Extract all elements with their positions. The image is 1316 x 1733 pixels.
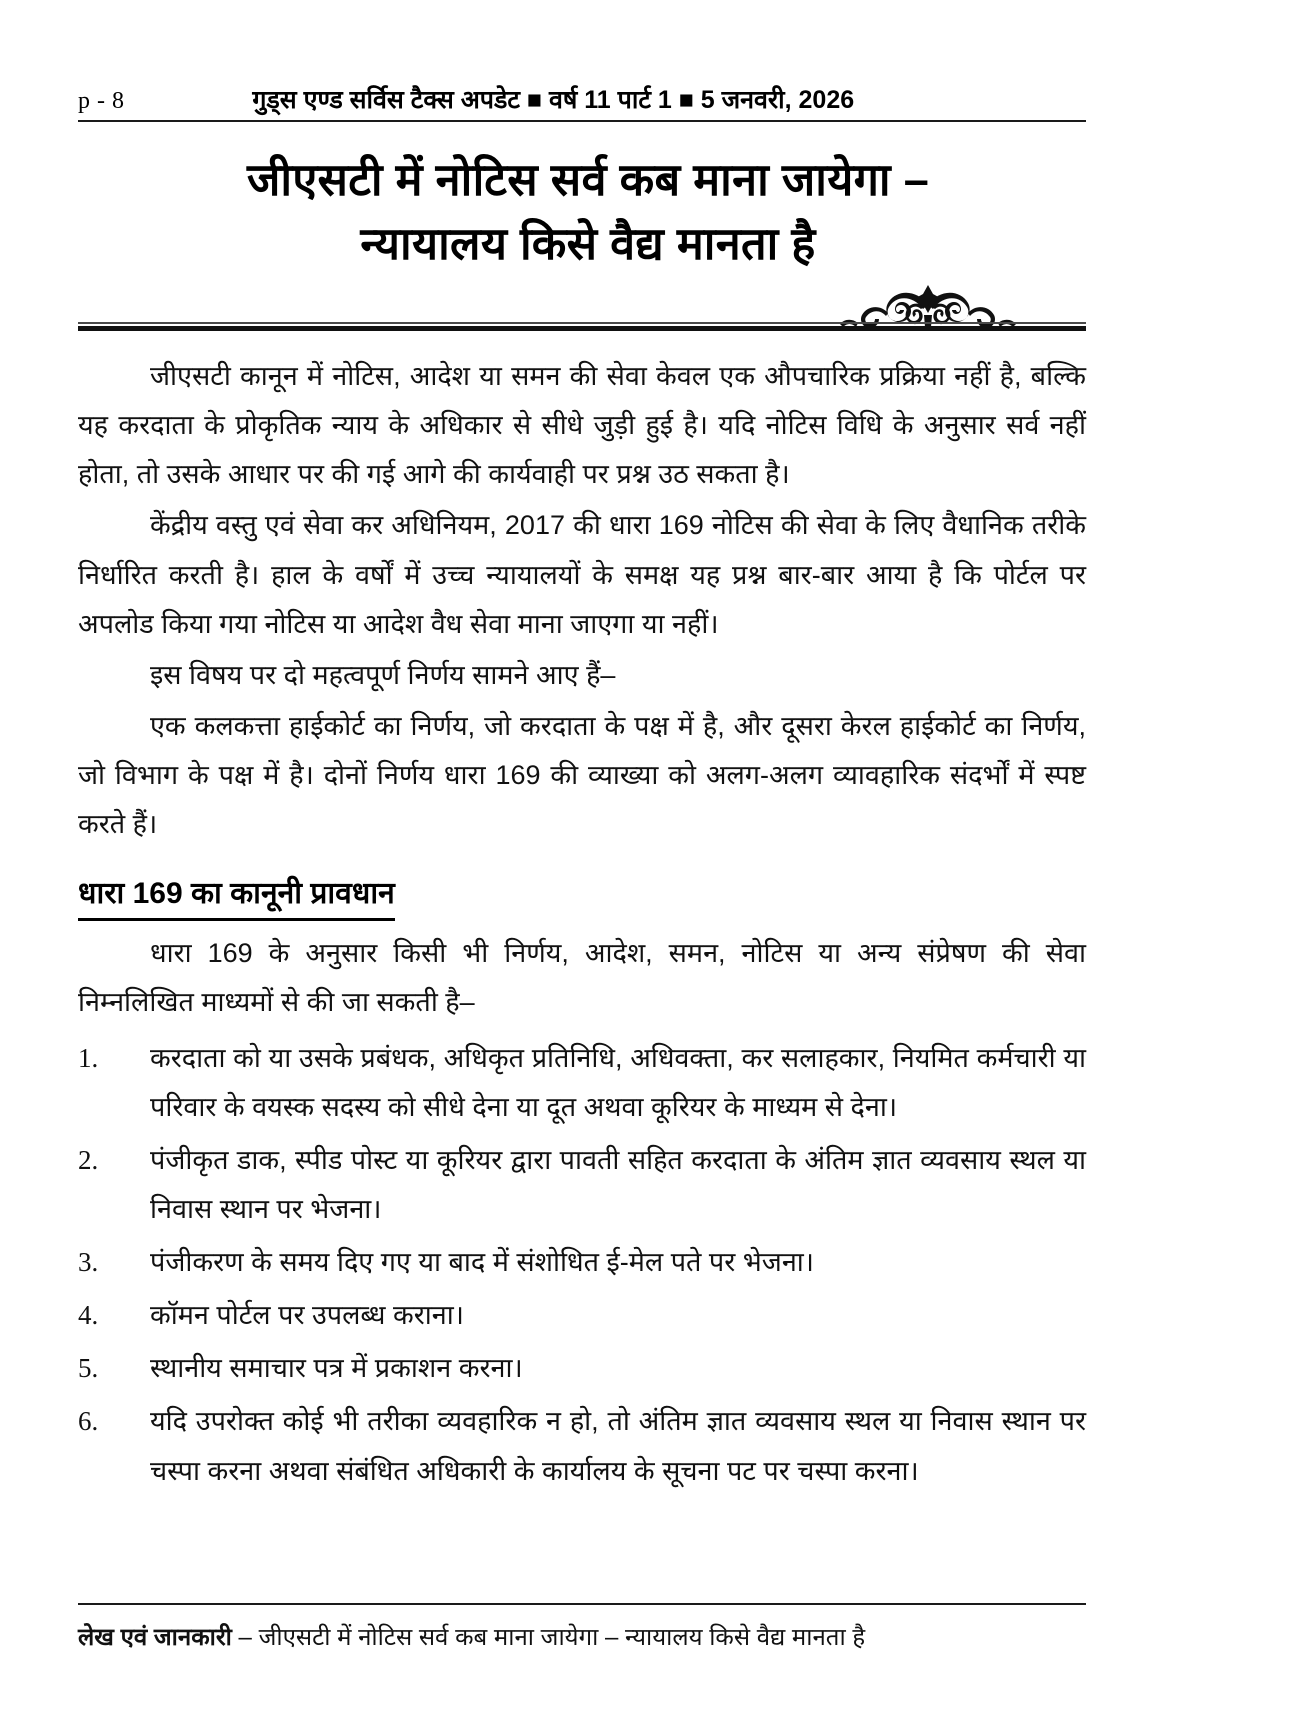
list-item-number: 4.: [78, 1300, 99, 1331]
article-body: [78, 352, 1086, 1500]
list-item-text: स्थानीय समाचार पत्र में प्रकाशन करना।: [150, 1353, 523, 1384]
section-heading: धारा 169 का कानूनी प्रावधान: [78, 871, 395, 921]
paragraph: इस विषय पर दो महत्वपूर्ण निर्णय सामने आए हैं–: [150, 659, 616, 690]
footer-credit: [78, 1620, 1086, 1653]
headline-divider: [78, 322, 1086, 331]
publication-title: गुड्स एण्ड सर्विस टैक्स अपडेट ■ वर्ष 11 पार्ट 1 ■ 5 जनवरी, 2026: [252, 86, 855, 114]
list-item: [78, 1344, 1086, 1393]
service-modes-list: [78, 1034, 1086, 1496]
footer-label: लेख एवं जानकारी: [78, 1624, 232, 1651]
list-item-number: 2.: [78, 1144, 99, 1175]
section-heading-row: [78, 861, 1086, 923]
list-item: [78, 1291, 1086, 1340]
paragraph: एक कलकत्ता हाईकोर्ट का निर्णय, जो करदाता के पक्ष में है, और दूसरा केरल हाईकोर्ट का निर्णय, जो विभाग के पक्ष में है। दोनों निर्णय धारा 169 की व्याख्या को अलग-अलग व्यावहारिक संदर्भों में स्पष्ट करते हैं।: [78, 710, 1086, 840]
list-item-text: करदाता को या उसके प्रबंधक, अधिकृत प्रतिनिधि, अधिवक्ता, कर सलाहकार, नियमित कर्मचारी या परिवार के वयस्क सदस्य को सीधे देना या दूत अथवा कूरियर के माध्यम से देना।: [150, 1042, 1086, 1122]
list-item-number: 5.: [78, 1353, 99, 1384]
list-item: [78, 1238, 1086, 1287]
paragraph: जीएसटी कानून में नोटिस, आदेश या समन की सेवा केवल एक औपचारिक प्रक्रिया नहीं है, बल्कि यह करदाता के प्रोकृतिक न्याय के अधिकार से सीधे जुड़ी हुई है। यदि नोटिस विधि के अनुसार सर्व नहीं होता, तो उसके आधार पर की गई आगे की कार्यवाही पर प्रश्न उठ सकता है।: [78, 361, 1086, 490]
list-item-text: कॉमन पोर्टल पर उपलब्ध कराना।: [150, 1300, 464, 1331]
list-item-text: यदि उपरोक्त कोई भी तरीका व्यवहारिक न हो, तो अंतिम ज्ञात व्यवसाय स्थल या निवास स्थान पर चस्पा करना अथवा संबंधित अधिकारी के कार्यालय के सूचना पट पर चस्पा करना।: [150, 1406, 1086, 1486]
footer-rule: [78, 1603, 1086, 1605]
headline-line-2: न्यायालय किसे वैद्य मानता है: [360, 217, 816, 269]
list-item: [78, 1136, 1086, 1234]
section-intro-paragraph: धारा 169 के अनुसार किसी भी निर्णय, आदेश, समन, नोटिस या अन्य संप्रेषण की सेवा निम्नलिखित माध्यमों से की जा सकती है–: [78, 938, 1086, 1018]
divider-thin-line: [78, 322, 1086, 324]
running-head-rule: [78, 120, 1086, 122]
list-item-number: 1.: [78, 1042, 99, 1073]
list-item-number: 3.: [78, 1247, 99, 1277]
list-item-number: 6.: [78, 1406, 99, 1437]
page-folio: p - 8: [78, 88, 125, 114]
footer-text: – जीएसटी में नोटिस सर्व कब माना जायेगा – न्यायालय किसे वैद्य मानता है: [231, 1624, 866, 1651]
list-item-text: पंजीकृत डाक, स्पीड पोस्ट या कूरियर द्वारा पावती सहित करदाता के अंतिम ज्ञात व्यवसाय स्थल या निवास स्थान पर भेजना।: [150, 1144, 1086, 1224]
paragraph: केंद्रीय वस्तु एवं सेवा कर अधिनियम, 2017 की धारा 169 नोटिस की सेवा के लिए वैधानिक तरीके निर्धारित करती है। हाल के वर्षों में उच्च न्यायालयों के समक्ष यह प्रश्न बार-बार आया है कि पोर्टल पर अपलोड किया गया नोटिस या आदेश वैध सेवा माना जाएगा या नहीं।: [78, 510, 1086, 639]
headline-line-1: जीएसटी में नोटिस सर्व कब माना जायेगा –: [246, 154, 930, 205]
list-item: [78, 1397, 1086, 1495]
list-item-text: पंजीकरण के समय दिए गए या बाद में संशोधित ई-मेल पते पर भेजना।: [150, 1247, 815, 1277]
list-item: [78, 1034, 1086, 1132]
running-head: [78, 82, 1086, 116]
article-headline: [108, 148, 1068, 276]
divider-thick-line: [78, 326, 1086, 331]
